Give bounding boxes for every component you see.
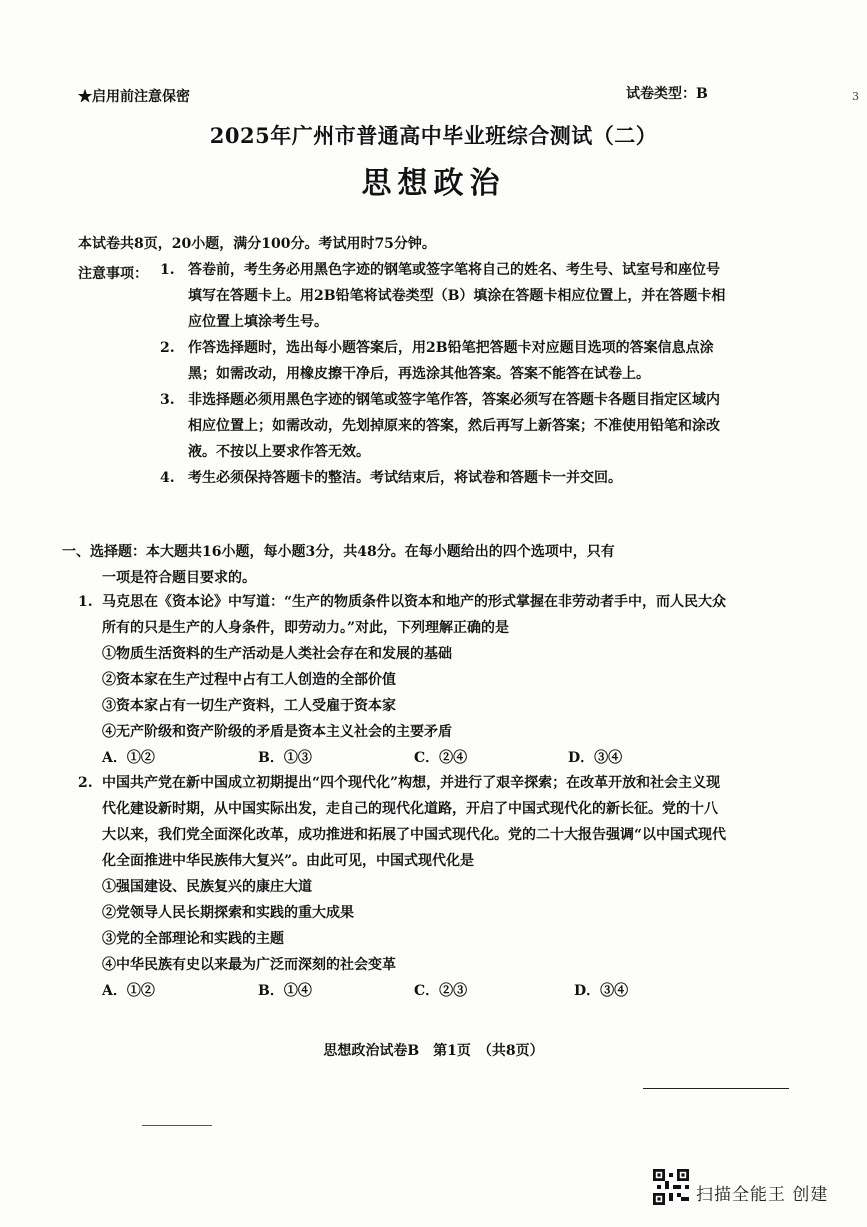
question-number: 2. [78, 775, 93, 791]
section-heading-line: 一、选择题：本大题共16小题，每小题3分，共48分。在每小题给出的四个选项中，只有 [62, 544, 615, 560]
note-number: 4. [160, 470, 175, 486]
note-number: 3. [160, 392, 175, 408]
note-text: 作答选择题时，选出每小题答案后，用2B铅笔把答题卡对应题目选项的答案信息点涂黑；如需改动，用橡皮擦干净后，再选涂其他答案。答案不能答在试卷上。 [188, 340, 714, 382]
notes-label: 注意事项： [78, 266, 148, 282]
qr-code-icon [653, 1169, 689, 1205]
option-a: A．①② [102, 983, 155, 999]
scanner-watermark: 扫描全能王 创建 [696, 1185, 829, 1205]
question-1 [78, 589, 728, 771]
confidential-notice: ★启用前注意保密 [78, 89, 190, 105]
page-footer: 思想政治试卷B 第1页 （共8页） [323, 1043, 544, 1059]
note-item [160, 257, 730, 335]
note-item [160, 465, 730, 491]
note-number: 2. [160, 340, 175, 356]
statement-item: ④中华民族有史以来最为广泛而深刻的社会变革 [102, 957, 396, 973]
page-mark: 3 [852, 90, 859, 103]
statement-item: ②党领导人民长期探索和实践的重大成果 [102, 905, 354, 921]
answer-options [78, 978, 728, 1004]
option-b: B．①③ [258, 750, 312, 766]
section-heading [62, 539, 730, 591]
notes-list [160, 257, 730, 491]
statement-item: ③党的全部理论和实践的主题 [102, 931, 284, 947]
note-number: 1. [160, 262, 175, 278]
option-d: D．③④ [574, 983, 629, 999]
statement-item: ③资本家占有一切生产资料，工人受雇于资本家 [102, 698, 396, 714]
divider-line [142, 1125, 212, 1126]
note-text: 考生必须保持答题卡的整洁。考试结束后，将试卷和答题卡一并交回。 [188, 470, 622, 486]
note-text: 答卷前，考生务必用黑色字迹的钢笔或签字笔将自己的姓名、考生号、试室号和座位号填写在答题卡上。用2B铅笔将试卷类型（B）填涂在答题卡相应位置上，并在答题卡相应位置上填涂考生号。 [188, 262, 726, 330]
statement-item: ①物质生活资料的生产活动是人类社会存在和发展的基础 [102, 646, 452, 662]
paper-type-label: 试卷类型：B [626, 86, 708, 102]
section-heading-line: 一项是符合题目要求的。 [102, 570, 256, 586]
divider-line [643, 1088, 789, 1089]
exam-info: 本试卷共8页，20小题，满分100分。考试用时75分钟。 [78, 236, 436, 252]
statement-item: ①强国建设、民族复兴的康庄大道 [102, 879, 312, 895]
option-c: C．②③ [414, 983, 468, 999]
option-a: A．①② [102, 750, 155, 766]
statement-item: ②资本家在生产过程中占有工人创造的全部价值 [102, 672, 396, 688]
answer-options [78, 745, 728, 771]
question-number: 1. [78, 594, 93, 610]
note-item [160, 335, 730, 387]
option-b: B．①④ [258, 983, 312, 999]
question-stem: 马克思在《资本论》中写道：“生产的物质条件以资本和地产的形式掌握在非劳动者手中，而人民大众所有的只是生产的人身条件，即劳动力。”对此，下列理解正确的是 [102, 594, 727, 636]
subject-title: 思想政治 [361, 166, 506, 201]
option-c: C．②④ [414, 750, 468, 766]
exam-title: 2025年广州市普通高中毕业班综合测试（二） [209, 123, 658, 148]
question-2 [78, 770, 728, 1004]
statement-item: ④无产阶级和资产阶级的矛盾是资本主义社会的主要矛盾 [102, 724, 452, 740]
note-item [160, 387, 730, 465]
option-d: D．③④ [568, 750, 623, 766]
question-stem: 中国共产党在新中国成立初期提出“四个现代化”构想，并进行了艰辛探索；在改革开放和社会主义现代化建设新时期，从中国实际出发，走自己的现代化道路，开启了中国式现代化的新长征。党的十八大以来，我们党全面深化改革，成功推进和拓展了中国式现代化。党的二十大报告强调“以中国式现代化全面推进中华民族伟大复兴”。由此可见，中国式现代化是 [102, 775, 727, 869]
note-text: 非选择题必须用黑色字迹的钢笔或签字笔作答，答案必须写在答题卡各题目指定区域内相应位置上；如需改动，先划掉原来的答案，然后再写上新答案；不准使用铅笔和涂改液。不按以上要求作答无效。 [188, 392, 720, 460]
